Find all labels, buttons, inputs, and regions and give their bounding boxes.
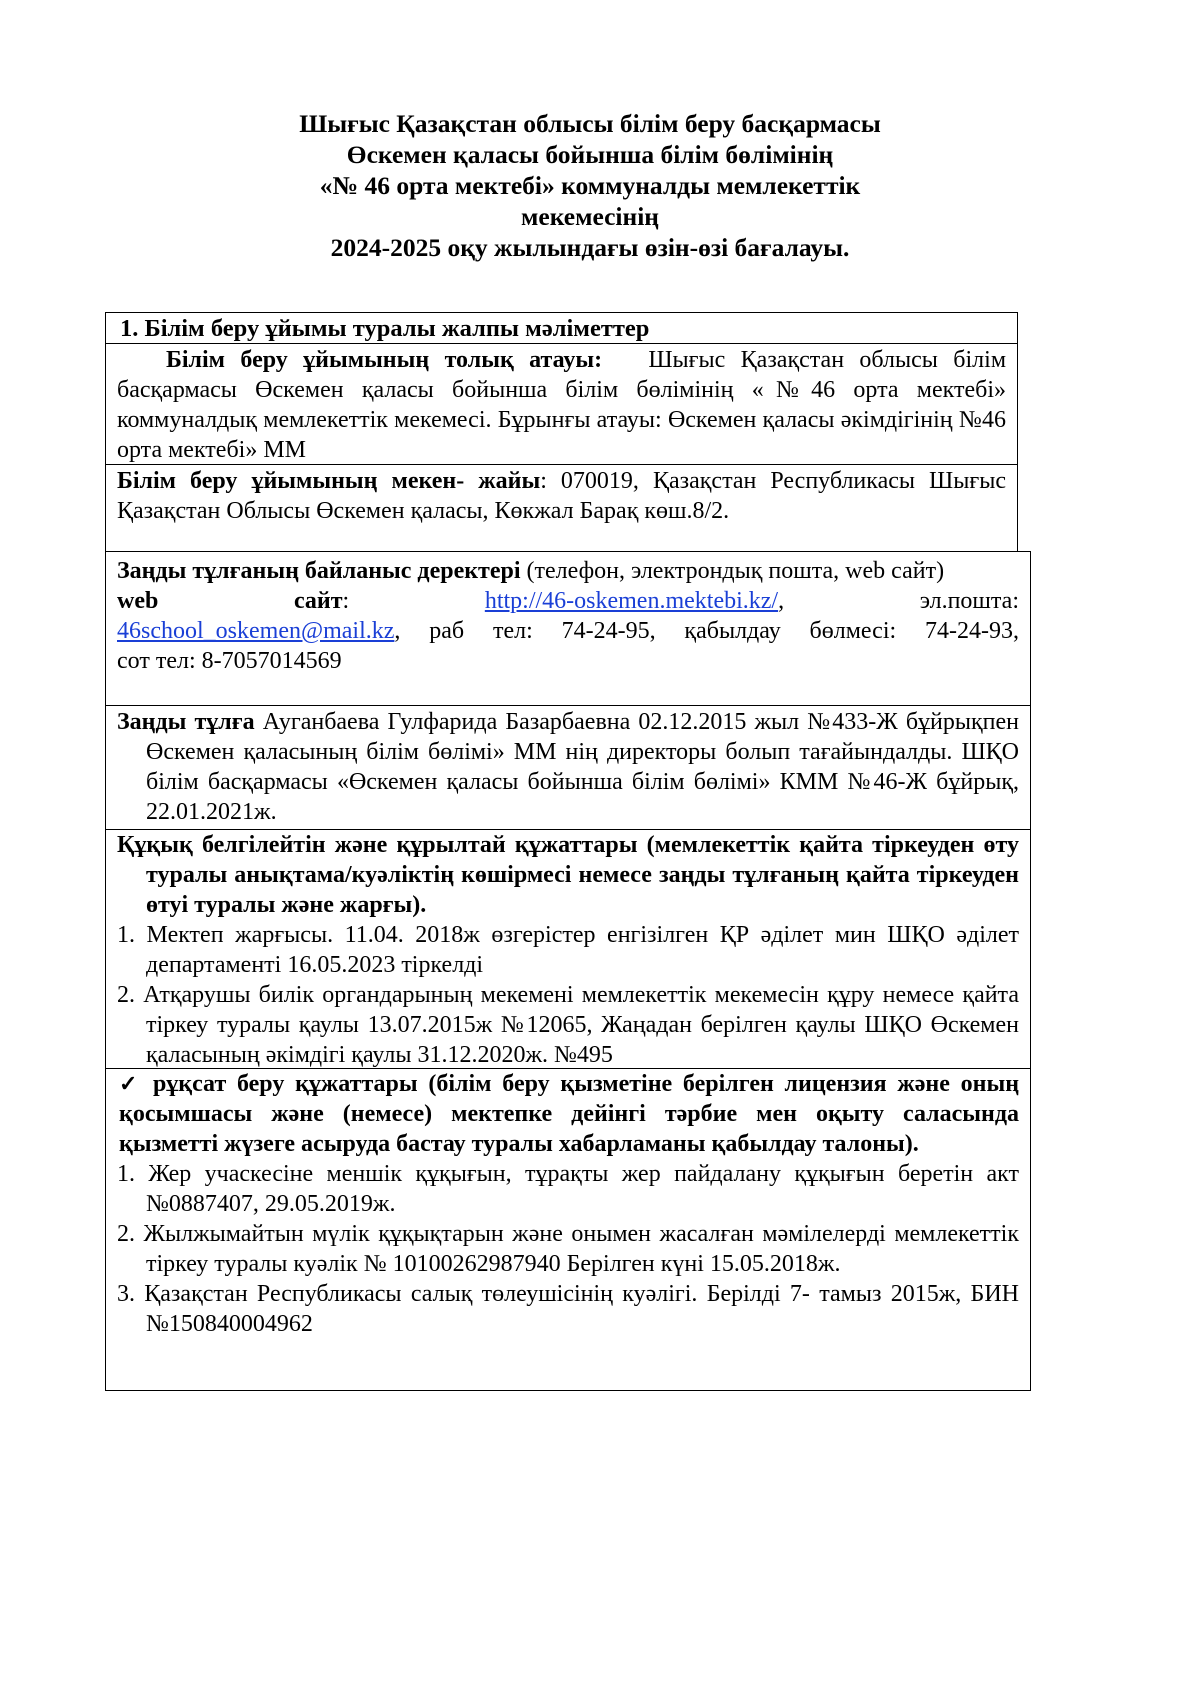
full-name-block [105, 343, 1018, 465]
legal-entity-paragraph [117, 707, 1019, 827]
address-paragraph [117, 466, 1006, 526]
contacts-web-line [117, 586, 1019, 616]
checkmark-icon: ✓ [119, 1071, 143, 1096]
contacts-label: Заңды тұлғаның байланыс деректері [117, 558, 521, 584]
legal-entity-text: Ауганбаева Гулфарида Базарбаевна 02.12.2015 жыл №433-Ж бұйрықпен Өскемен қаласының білім бөлімі» ММ нің директоры болып тағайындалды. ШҚО білім басқармасы «Өскемен қаласы бойынша білім бөлімі» КММ №46-Ж бұйрық, 22.01.2021ж. [146, 709, 1019, 825]
title-line-4: мекемесінің [521, 202, 659, 231]
website-link[interactable]: http://46-oskemen.mektebi.kz/ [484, 588, 779, 614]
contacts-paragraph [117, 556, 1019, 676]
permits-heading-paragraph [117, 1069, 1019, 1159]
full-name-label: Білім беру ұйымының толық атауы: [166, 347, 603, 373]
permits-item-2: 2. Жылжымайтын мүлік құқықтарын және онымен жасалған мәмілелерді мемлекеттік тіркеу туралы куәлік № 10100262987940 Берілген күні 15.05.2018ж. [117, 1221, 1019, 1277]
legal-docs-block [105, 829, 1031, 1069]
legal-docs-item-1: 1. Мектеп жарғысы. 11.04. 2018ж өзгерістер енгізілген ҚР әділет мин ШҚО әділет департаменті 16.05.2023 тіркелді [117, 922, 1019, 978]
full-name-text: Шығыс Қазақстан облысы білім басқармасы Өскемен қаласы бойынша білім бөлімінің «№46 орта мектебі» коммуналдық мемлекеттік мекемесі. Бұрынғы атауы: Өскемен қаласы әкімдігінің №46 орта мектебі» ММ [117, 347, 1007, 463]
document-title [250, 108, 930, 263]
phones-text: , раб тел: 74-24-95, қабылдау бөлмесі: 74-24-93, [394, 618, 1019, 644]
legal-entity-block [105, 705, 1031, 830]
permits-heading: рұқсат беру құжаттары (білім беру қызметіне берілген лицензия және оның қосымшасы және (немесе) мектепке дейінгі тәрбие мен оқыту саласында қызметті жүзеге асыруда бастау туралы хабарламаны қабылдау талоны). [119, 1071, 1020, 1157]
web-comma: , [778, 588, 785, 614]
contacts-label-note: (телефон, электрондық пошта, web сайт) [520, 558, 945, 584]
title-line-1: Шығыс Қазақстан облысы білім беру басқармасы [299, 109, 881, 138]
address-text: : 070019, Қазақстан Республикасы Шығыс Қазақстан Облысы Өскемен қаласы, Көкжал Барақ көш.8/2. [117, 468, 1006, 524]
legal-docs-heading: Құқық белгілейтін және құрылтай құжаттары (мемлекеттік қайта тіркеуден өту туралы анықтама/куәліктің көшірмесі немесе заңды тұлғаның қайта тіркеуден өтуі туралы және жарғы). [117, 832, 1019, 918]
address-block [105, 464, 1018, 552]
email-label: эл.пошта: [919, 588, 1019, 614]
contacts-block [105, 551, 1031, 706]
section-1-heading-text: 1. Білім беру ұйымы туралы жалпы мәліметтер [120, 315, 650, 342]
web-label: web сайт [117, 588, 343, 614]
title-line-5: 2024-2025 оқу жылындағы өзін-өзі бағалауы. [330, 233, 850, 262]
permits-block [105, 1068, 1031, 1391]
title-line-3: «№ 46 орта мектебі» коммуналды мемлекеттік [319, 171, 861, 200]
legal-docs-item-2: 2. Атқарушы билік органдарының мекемені мемлекеттік мекемесін құру немесе қайта тіркеу туралы қаулы 13.07.2015ж №12065, Жаңадан берілген қаулы ШҚО Өскемен қаласының әкімдігі қаулы 31.12.2020ж. №495 [117, 982, 1019, 1068]
title-line-2: Өскемен қаласы бойынша білім бөлімінің [346, 140, 834, 169]
section-1-heading [105, 312, 1018, 344]
address-label: Білім беру ұйымының мекен- жайы [117, 468, 541, 494]
permits-item-1: 1. Жер учаскесіне меншік құқығын, тұрақты жер пайдалану құқығын беретін акт №0887407, 29.05.2019ж. [117, 1161, 1019, 1217]
contacts-email-line [117, 616, 1019, 646]
mobile-text: сот тел: 8-7057014569 [117, 648, 342, 674]
full-name-paragraph [117, 345, 1006, 465]
email-link[interactable]: 46school_oskemen@mail.kz [117, 618, 395, 644]
legal-entity-label: Заңды тұлға [117, 709, 255, 735]
web-colon: : [342, 588, 350, 614]
permits-item-3: 3. Қазақстан Республикасы салық төлеушісінің куәлігі. Берілді 7- тамыз 2015ж, БИН №150840004962 [117, 1281, 1019, 1337]
